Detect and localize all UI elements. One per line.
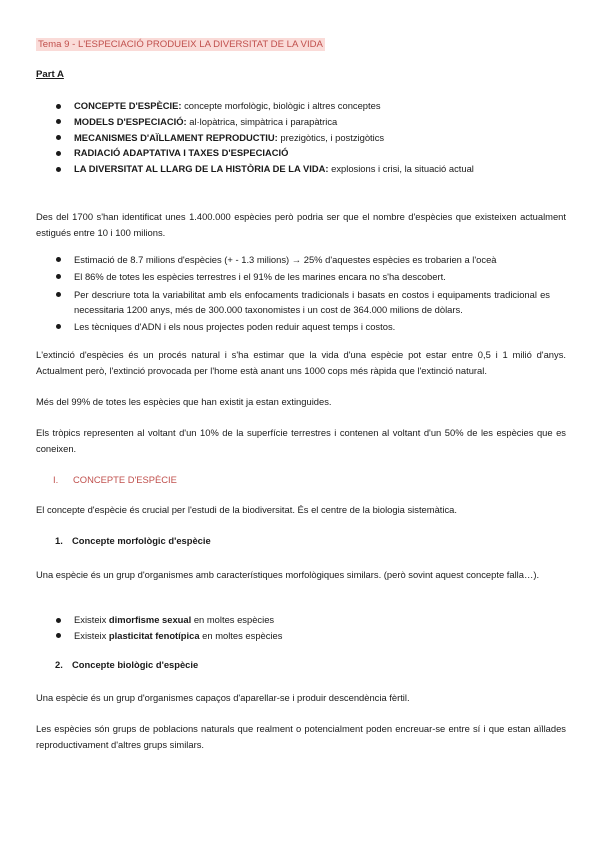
list-item: Les tècniques d'ADN i els nous projectes poden reduir aquest temps i costos. — [56, 319, 550, 335]
section-number: I. — [53, 474, 59, 485]
list-item: RADIACIÓ ADAPTATIVA I TAXES D'ESPECIACIÓ — [56, 145, 556, 161]
subsection-number: 2. — [55, 659, 63, 670]
facts-list — [56, 252, 550, 337]
bullet-icon — [56, 292, 61, 297]
concept-intro-paragraph: El concepte d'espècie és crucial per l'estudi de la biodiversitat. És el centre de la biologia sistemàtica. — [36, 504, 457, 515]
bullet-icon — [56, 104, 61, 109]
subsection-title: Concepte morfològic d'espècie — [72, 535, 211, 546]
list-item: MECANISMES D'AÏLLAMENT REPRODUCTIU: prezigòtics, i postzigòtics — [56, 130, 556, 146]
biological-definition: Una espècie és un grup d'organismes capaços d'aparellar-se i produir descendència fèrtil. — [36, 692, 410, 703]
list-item: Estimació de 8.7 milions d'espècies (+ - 1.3 milions) → 25% d'aquestes espècies es trobarien a l'oceà — [56, 252, 550, 268]
bullet-icon — [56, 618, 61, 623]
bullet-icon — [56, 274, 61, 279]
part-label: Part A — [36, 69, 64, 80]
traits-list — [56, 612, 550, 644]
topic-list — [56, 98, 556, 177]
bullet-icon — [56, 633, 61, 638]
subsection-number: 1. — [55, 535, 63, 546]
section-heading — [53, 474, 177, 485]
section-title: CONCEPTE D'ESPÈCIE — [73, 474, 177, 485]
list-item: MODELS D'ESPECIACIÓ: al·lopàtrica, simpàtrica i parapàtrica — [56, 114, 556, 130]
list-item: Existeix plasticitat fenotípica en moltes espècies — [56, 628, 550, 644]
extinction-paragraph: L'extinció d'espècies és un procés natural i s'ha estimar que la vida d'una espècie pot estar entre 0,5 i 1 milió d'anys. Actualment però, l'extinció provocada per l'home està anant uns 1000 cops més ràpida que l'extinció natural. — [36, 349, 566, 376]
subsection-heading — [55, 535, 211, 546]
bullet-icon — [56, 119, 61, 124]
subsection-title: Concepte biològic d'espècie — [72, 659, 199, 670]
morphological-definition: Una espècie és un grup d'organismes amb característiques morfològiques similars. (però sovint aquest concepte falla…). — [36, 569, 540, 580]
document-title: Tema 9 - L'ESPECIACIÓ PRODUEIX LA DIVERSITAT DE LA VIDA — [38, 39, 323, 50]
bullet-icon — [56, 135, 61, 140]
list-item: Per descriure tota la variabilitat amb els enfocaments tradicionals i basats en costos i equipaments tradicional es necessitaria 1200 anys, més de 300.000 taxonomistes i un cost de 364.000 milions de dòlars. — [56, 287, 550, 318]
biological-definition-extended: Les espècies són grups de poblacions naturals que realment o potencialment poden encreuar-se entre sí i que estan aïllades reproductivament d'altres grups similars. — [36, 723, 566, 750]
list-item: CONCEPTE D'ESPÈCIE: concepte morfològic, biològic i altres conceptes — [56, 98, 556, 114]
list-item: LA DIVERSITAT AL LLARG DE LA HISTÒRIA DE LA VIDA: explosions i crisi, la situació actual — [56, 161, 556, 177]
bullet-icon — [56, 167, 61, 172]
bullet-icon — [56, 151, 61, 156]
list-item: El 86% de totes les espècies terrestres i el 91% de les marines encara no s'ha descobert. — [56, 269, 550, 285]
list-item: Existeix dimorfisme sexual en moltes espècies — [56, 612, 550, 628]
tropics-paragraph: Els tròpics representen al voltant d'un 10% de la superfície terrestres i contenen al voltant d'un 50% de les espècies que es coneixen. — [36, 427, 566, 454]
bullet-icon — [56, 257, 61, 262]
bullet-icon — [56, 324, 61, 329]
intro-paragraph: Des del 1700 s'han identificat unes 1.400.000 espècies però podria ser que el nombre d'espècies que existeixen actualment estigués entre 10 i 100 milions. — [36, 211, 566, 238]
extinct-share-paragraph: Més del 99% de totes les espècies que han existit ja estan extinguides. — [36, 396, 332, 407]
subsection-heading — [55, 659, 198, 670]
